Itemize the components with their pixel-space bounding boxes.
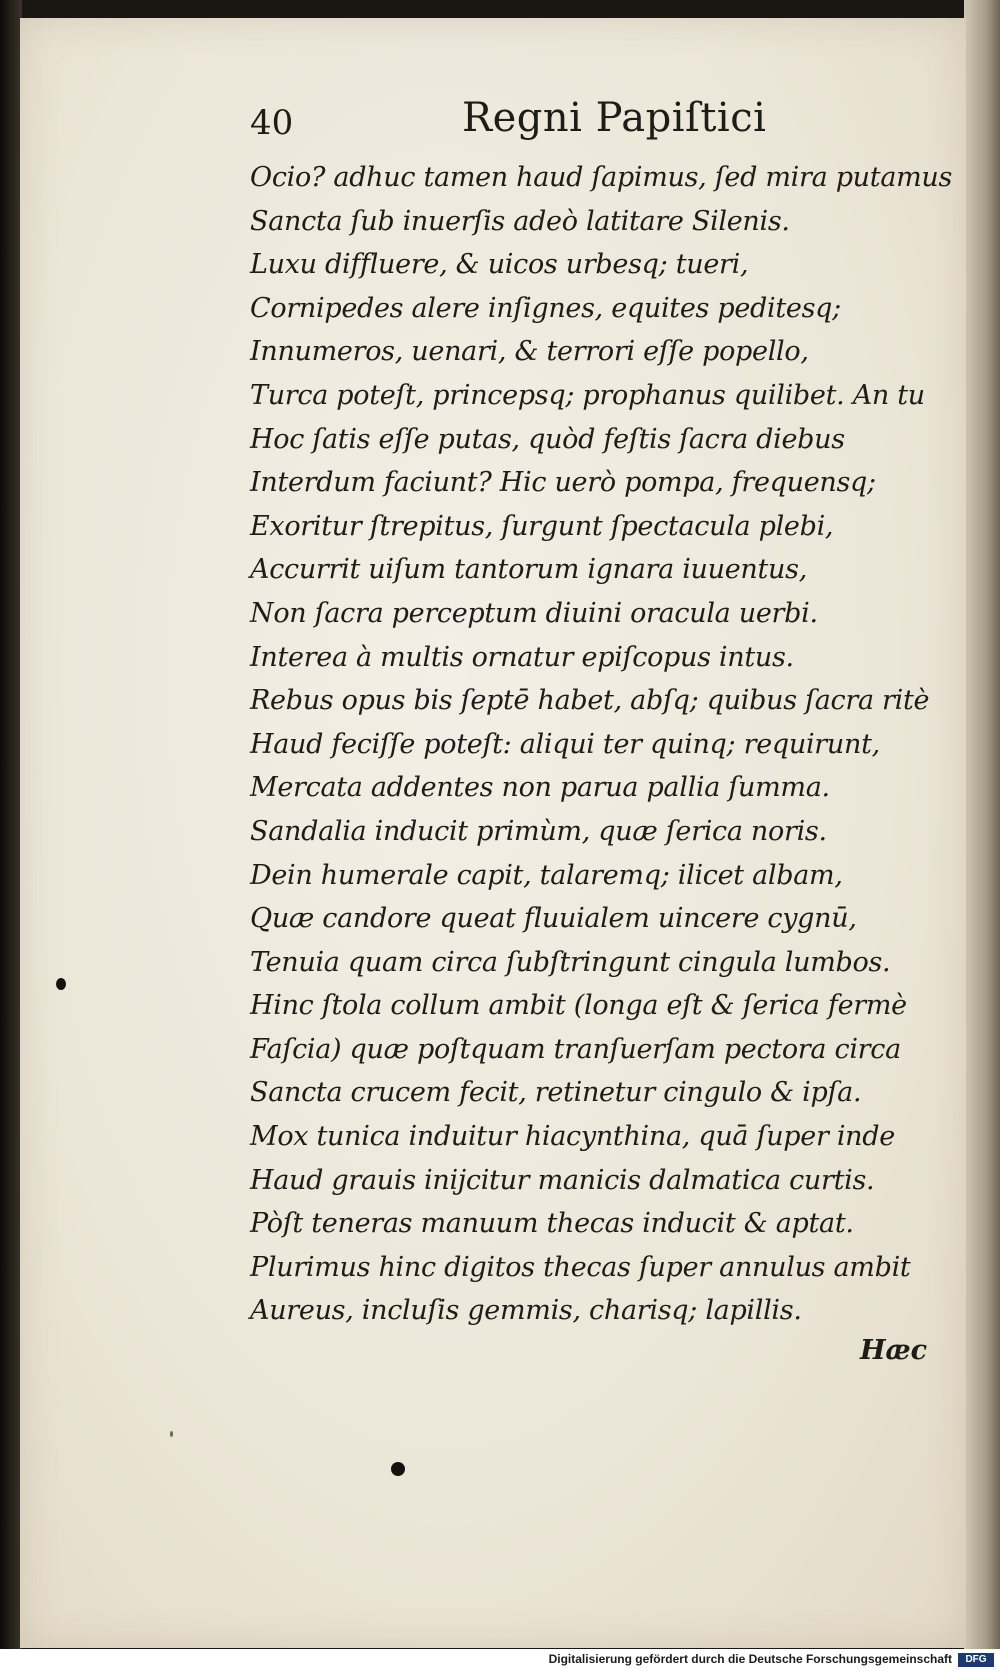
verse-line: Hoc ſatis eſſe putas, quòd feſtis ſacra diebus <box>250 423 845 455</box>
verse-text <box>250 156 953 1333</box>
verse-line: Interea à multis ornatur epiſcopus intus. <box>250 641 794 673</box>
digitization-footer <box>0 1649 1000 1671</box>
verse-line: Aureus, incluſis gemmis, charisq; lapillis. <box>250 1295 802 1327</box>
ink-blot <box>391 1462 405 1476</box>
verse-line: Faſcia) quæ poſtquam tranſuerſam pectora circa <box>250 1033 901 1065</box>
catchword: Hæc <box>860 1335 928 1366</box>
running-head <box>250 95 810 155</box>
dfg-logo: DFG <box>958 1653 994 1667</box>
verse-line: Haud grauis inijcitur manicis dalmatica curtis. <box>250 1164 875 1196</box>
page-number: 40 <box>250 103 294 143</box>
verse-line: Sandalia inducit primùm, quæ ſerica noris. <box>250 815 827 847</box>
verse-line: Innumeros, uenari, & terrori eſſe popello, <box>250 336 809 368</box>
verse-line: Non ſacra perceptum diuini oracula uerbi. <box>250 597 818 629</box>
verse-line: Tenuia quam circa ſubſtringunt cingula lumbos. <box>250 946 891 978</box>
verse-line: Exoritur ſtrepitus, ſurgunt ſpectacula plebi, <box>250 510 834 542</box>
verse-line: Turca poteſt, princepsq; prophanus quilibet. An tu <box>250 379 925 411</box>
verse-line: Sancta crucem fecit, retinetur cingulo & ipſa. <box>250 1077 862 1109</box>
verse-line: Cornipedes alere inſignes, equites peditesq; <box>250 292 841 324</box>
next-page-edge <box>964 0 1000 1660</box>
verse-line: Rebus opus bis ſeptē habet, abſq; quibus ſacra ritè <box>250 685 930 717</box>
verse-line: Pòſt teneras manuum thecas inducit & aptat. <box>250 1208 854 1240</box>
verse-line: Dein humerale capit, talaremq; ilicet albam, <box>250 859 843 891</box>
verse-line: Sancta ſub inuerſis adeò latitare Silenis. <box>250 205 790 237</box>
verse-line: Mercata addentes non parua pallia ſumma. <box>250 772 830 804</box>
verse-line: Quæ candore queat fluuialem uincere cygnū, <box>250 903 857 935</box>
ink-blot <box>56 978 66 990</box>
verse-line: Luxu diffluere, & uicos urbesq; tueri, <box>250 249 749 281</box>
book-gutter <box>0 0 22 1671</box>
verse-line: Interdum faciunt? Hic uerò pompa, frequensq; <box>250 467 876 499</box>
verse-line: Haud feciſſe poteſt: aliqui ter quinq; requirunt, <box>250 728 880 760</box>
verse-line: Mox tunica induitur hiacynthina, quā ſuper inde <box>250 1121 895 1153</box>
funding-credit: Digitalisierung gefördert durch die Deutsche Forschungsgemeinschaft <box>548 1652 952 1666</box>
ink-speck <box>170 1431 173 1437</box>
verse-line: Hinc ſtola collum ambit (longa eſt & ſerica fermè <box>250 990 907 1022</box>
verse-line: Ocio? adhuc tamen haud ſapimus, ſed mira putamus <box>250 162 953 193</box>
verse-line: Accurrit uiſum tantorum ignara iuuentus, <box>250 554 807 586</box>
running-title: Regni Papiſtici <box>462 95 767 141</box>
verse-line: Plurimus hinc digitos thecas ſuper annulus ambit <box>250 1251 911 1283</box>
